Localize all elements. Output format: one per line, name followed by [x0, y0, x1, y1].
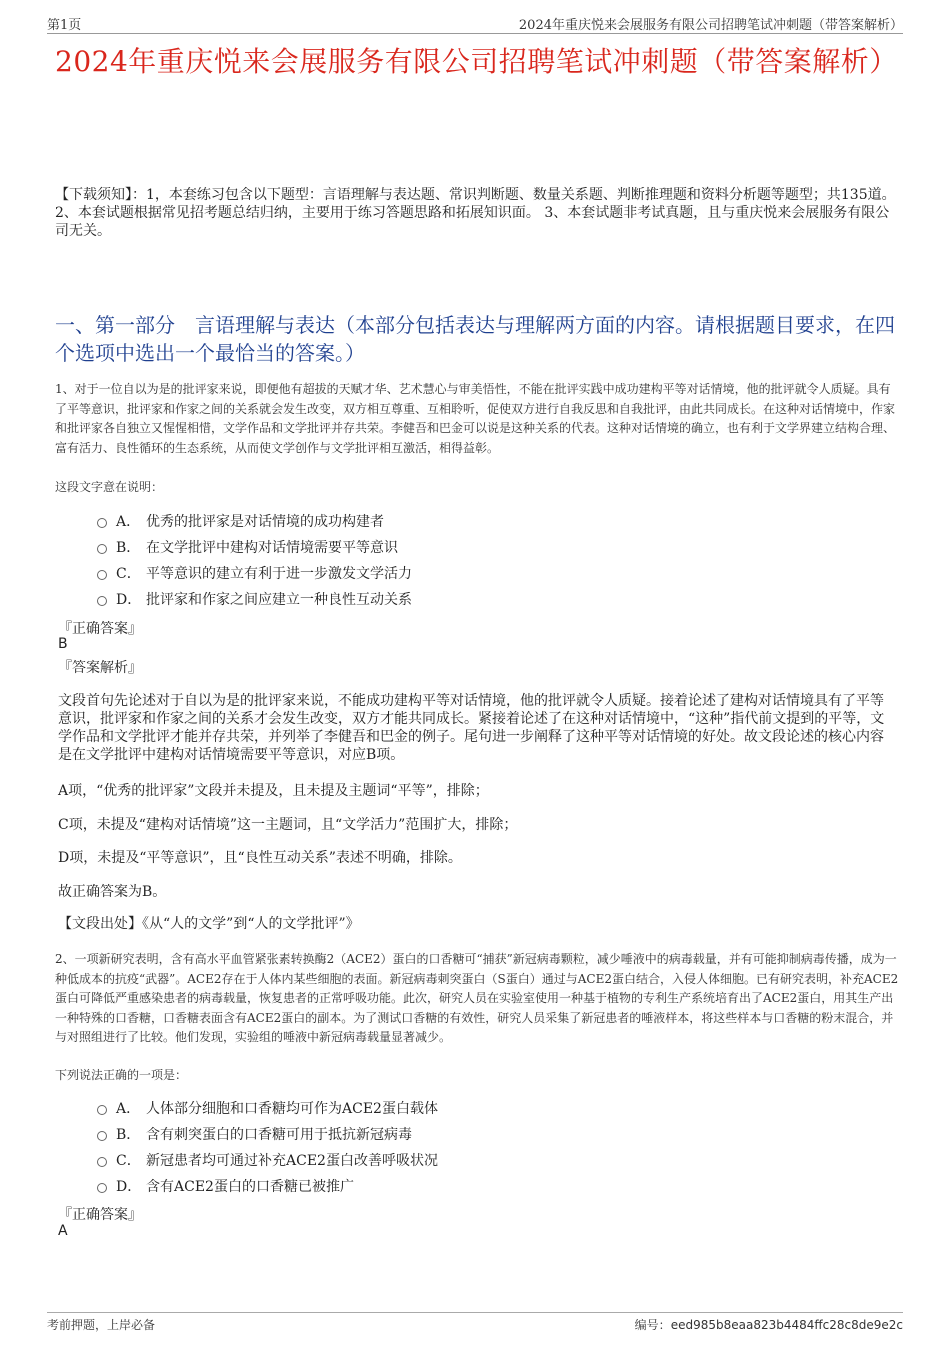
passage-source: 【文段出处】《从“人的文学”到“人的文学批评”》 — [58, 916, 360, 932]
question-2-prompt: 下列说法正确的一项是： — [55, 1068, 188, 1082]
option-d[interactable]: D． 含有ACE2蛋白的口香糖已被推广 — [97, 1173, 438, 1199]
question-1-prompt: 这段文字意在说明： — [55, 480, 164, 494]
analysis-option-d: D项，未提及“平等意识”，且“良性互动关系”表述不明确，排除。 — [58, 850, 462, 866]
page-header — [47, 14, 903, 34]
question-2-text: 2、一项新研究表明，含有高水平血管紧张素转换酶2（ACE2）蛋白的口香糖可“捕获”新冠病毒颗粒，减少唾液中的病毒载量，并有可能抑制病毒传播，成为一种低成本的抗疫“武器”。ACE2存在于人体内某些细胞的表面。新冠病毒刺突蛋白（S蛋白）通过与ACE2蛋白结合，入侵人体细胞。已有研究表明，补充ACE2蛋白可降低严重感染患者的病毒载量，恢复患者的正常呼吸功能。此次，研究人员在实验室使用一种基于植物的专利生产系统培育出了ACE2蛋白，用其生产出一种特殊的口香糖，口香糖表面含有ACE2蛋白的副本。为了测试口香糖的有效性，研究人员采集了新冠患者的唾液样本，将这些样本与口香糖的粉末混合，并与对照组进行了比较。他们发现，实验组的唾液中新冠病毒载量显著减少。 — [55, 952, 899, 1044]
footer-divider — [47, 1312, 903, 1313]
analysis-label: 『答案解析』 — [58, 660, 142, 676]
option-a[interactable]: A． 优秀的批评家是对话情境的成功构建者 — [97, 508, 412, 534]
page-number: 第1页 — [47, 18, 82, 33]
question-1-options — [97, 508, 412, 612]
footer-code: 编号：eed985b8eaa823b4484ffc28c8de9e2c — [634, 1318, 903, 1332]
option-c[interactable]: C． 平等意识的建立有利于进一步激发文学活力 — [97, 560, 412, 586]
download-notice: 【下载须知】：1，本套练习包含以下题型：言语理解与表达题、常识判断题、数量关系题、判断推理题和资料分析题等题型；共135道。 2、本套试题根据常见招考题总结归纳，主要用于练习答题思路和拓展知识面。 3、本套试题非考试真题，且与重庆悦来会展服务有限公司无关。 — [55, 187, 896, 239]
option-b[interactable]: B． 在文学批评中建构对话情境需要平等意识 — [97, 534, 412, 560]
radio-icon[interactable] — [97, 1105, 107, 1115]
answer-value: B — [58, 636, 68, 652]
radio-icon[interactable] — [97, 1131, 107, 1141]
radio-icon[interactable] — [97, 1157, 107, 1167]
answer-value: A — [58, 1223, 68, 1239]
analysis-option-a: A项，“优秀的批评家”文段并未提及，且未提及主题词“平等”，排除； — [58, 783, 489, 799]
radio-icon[interactable] — [97, 570, 107, 580]
answer-label: 『正确答案』 — [58, 621, 142, 637]
header-doc-title: 2024年重庆悦来会展服务有限公司招聘笔试冲刺题（带答案解析） — [518, 18, 903, 33]
document-title: 2024年重庆悦来会展服务有限公司招聘笔试冲刺题（带答案解析） — [55, 45, 898, 78]
option-d[interactable]: D． 批评家和作家之间应建立一种良性互动关系 — [97, 586, 412, 612]
question-1-text: 1、对于一位自以为是的批评家来说，即便他有超拔的天赋才华、艺术慧心与审美悟性，不能在批评实践中成功建构平等对话情境，他的批评就令人质疑。具有了平等意识，批评家和作家之间的关系就会发生改变，双方相互尊重、互相聆听，促使双方进行自我反思和自我批评，由此共同成长。在这种对话情境中，作家和批评家各自独立又惺惺相惜，文学作品和文学批评并存共荣。李健吾和巴金可以说是这种关系的代表。这种对话情境的确立，也有利于文学界建立结构合理、富有活力、良性循环的生态系统，从而使文学创作与文学批评相互激活，相得益彰。 — [55, 382, 896, 455]
radio-icon[interactable] — [97, 544, 107, 554]
analysis-text: 文段首句先论述对于自以为是的批评家来说，不能成功建构平等对话情境，他的批评就令人质疑。接着论述了建构对话情境具有了平等意识，批评家和作家之间的关系才会发生改变，双方才能共同成长。紧接着论述了在这种对话情境中，“这种”指代前文提到的平等，文学作品和文学批评才能并存共荣，并列举了李健吾和巴金的例子。尾句进一步阐释了这种平等对话情境的好处。故文段论述的核心内容是在文学批评中建构对话情境需要平等意识，对应B项。 — [58, 693, 885, 763]
option-a[interactable]: A． 人体部分细胞和口香糖均可作为ACE2蛋白载体 — [97, 1095, 438, 1121]
radio-icon[interactable] — [97, 518, 107, 528]
radio-icon[interactable] — [97, 1183, 107, 1193]
analysis-option-c: C项，未提及“建构对话情境”这一主题词，且“文学活力”范围扩大，排除； — [58, 817, 518, 833]
option-c[interactable]: C． 新冠患者均可通过补充ACE2蛋白改善呼吸状况 — [97, 1147, 438, 1173]
option-b[interactable]: B． 含有刺突蛋白的口香糖可用于抵抗新冠病毒 — [97, 1121, 438, 1147]
footer-slogan: 考前押题，上岸必备 — [47, 1318, 156, 1332]
analysis-conclusion: 故正确答案为B。 — [58, 884, 167, 900]
answer-label: 『正确答案』 — [58, 1207, 142, 1223]
header-divider — [47, 33, 903, 34]
section-heading: 一、第一部分 言语理解与表达（本部分包括表达与理解两方面的内容。请根据题目要求，在四个选项中选出一个最恰当的答案。） — [55, 313, 895, 365]
question-2-options — [97, 1095, 438, 1199]
radio-icon[interactable] — [97, 596, 107, 606]
